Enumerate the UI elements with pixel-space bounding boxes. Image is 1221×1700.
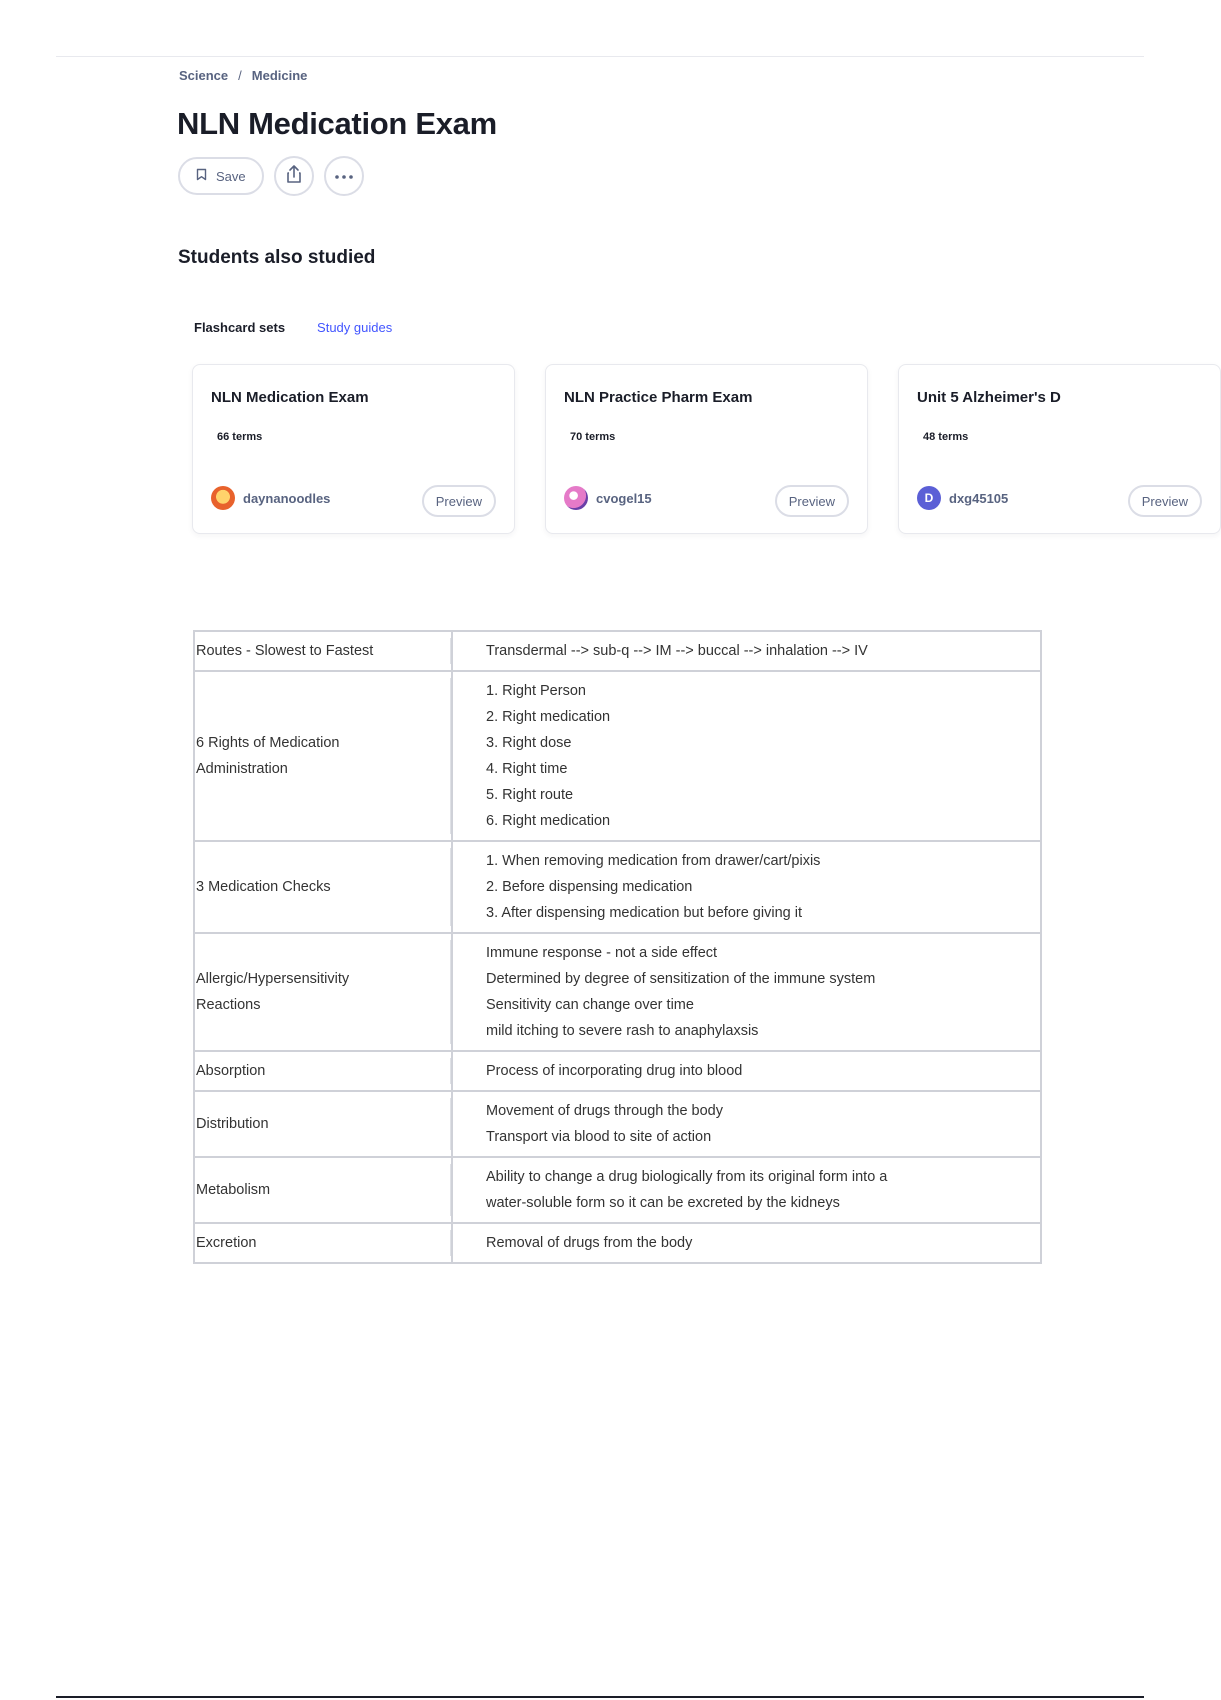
card-author[interactable] [917, 486, 1008, 510]
term-text: 3 Medication Checks [196, 879, 331, 895]
term-row [194, 671, 1041, 841]
definition-line: Transport via blood to site of action [486, 1129, 712, 1145]
definition-line: 4. Right time [486, 761, 568, 777]
definition-line: 3. After dispensing medication but before giving it [486, 905, 802, 921]
card-title: NLN Medication Exam [211, 389, 369, 406]
term-text: Absorption [196, 1063, 266, 1079]
author-name: dxg45105 [949, 490, 1009, 506]
term-text: Allergic/Hypersensitivity Reactions [196, 971, 350, 1013]
breadcrumb-medicine[interactable]: Medicine [251, 68, 308, 83]
term-cell [194, 1091, 452, 1157]
term-row [194, 1223, 1041, 1263]
term-text: Excretion [196, 1235, 257, 1251]
definition-cell [452, 1223, 1041, 1263]
term-cell [194, 631, 452, 671]
definition-line: mild itching to severe rash to anaphylaxsis [486, 1023, 759, 1039]
definition-line: 5. Right route [486, 787, 574, 803]
definition-line: Transdermal --> sub-q --> IM --> buccal --> inhalation --> IV [486, 643, 868, 659]
study-tabs [194, 320, 392, 335]
term-cell [194, 1157, 452, 1223]
bottom-divider [56, 1696, 1144, 1698]
related-sets-carousel [192, 364, 1188, 536]
tab-flashcard-sets[interactable]: Flashcard sets [194, 320, 286, 335]
definition-line: Immune response - not a side effect [486, 945, 718, 961]
definition-line: 2. Right medication [486, 709, 611, 725]
top-divider [56, 56, 1144, 57]
definition-cell [452, 1157, 1041, 1223]
term-row [194, 1051, 1041, 1091]
definition-cell [452, 1051, 1041, 1091]
definition-cell [452, 1091, 1041, 1157]
breadcrumb-science[interactable]: Science [179, 68, 229, 83]
card-author[interactable] [211, 486, 330, 510]
definition-line: 1. When removing medication from drawer/cart/pixis [486, 853, 821, 869]
definition-line: Determined by degree of sensitization of the immune system [486, 971, 876, 987]
definition-line: 6. Right medication [486, 813, 611, 829]
term-cell [194, 841, 452, 933]
share-button[interactable] [274, 156, 314, 196]
card-term-count: 70 terms [570, 431, 616, 443]
breadcrumb [179, 68, 307, 83]
definition-line: 2. Before dispensing medication [486, 879, 693, 895]
share-icon [285, 164, 303, 189]
term-cell [194, 1223, 452, 1263]
related-set-card[interactable] [898, 364, 1221, 534]
term-cell [194, 933, 452, 1051]
definition-line: 3. Right dose [486, 735, 572, 751]
page-title: NLN Medication Exam [177, 106, 497, 141]
definition-line: Sensitivity can change over time [486, 997, 694, 1013]
term-row [194, 1091, 1041, 1157]
definition-cell [452, 671, 1041, 841]
term-text: 6 Rights of Medication Administration [196, 735, 340, 777]
related-set-card[interactable] [192, 364, 515, 534]
definition-line: Removal of drugs from the body [486, 1235, 693, 1251]
term-row [194, 933, 1041, 1051]
term-cell [194, 1051, 452, 1091]
term-text: Routes - Slowest to Fastest [196, 643, 374, 659]
definition-cell [452, 933, 1041, 1051]
card-title: NLN Practice Pharm Exam [564, 389, 753, 406]
term-text: Metabolism [196, 1182, 271, 1198]
author-name: cvogel15 [596, 490, 652, 506]
preview-button[interactable]: Preview [1128, 485, 1202, 517]
avatar [564, 486, 588, 510]
breadcrumb-separator: / [238, 68, 242, 83]
students-also-studied-heading: Students also studied [178, 247, 376, 268]
bookmark-icon [196, 168, 207, 184]
more-options-button[interactable] [324, 156, 364, 196]
definition-line: Ability to change a drug biologically from its original form into a [486, 1169, 888, 1185]
term-text: Distribution [196, 1116, 269, 1132]
avatar: D [917, 486, 941, 510]
term-cell [194, 671, 452, 841]
term-row [194, 841, 1041, 933]
card-term-count: 66 terms [217, 431, 263, 443]
author-name: daynanoodles [243, 490, 331, 506]
term-row [194, 631, 1041, 671]
preview-button[interactable]: Preview [422, 485, 496, 517]
avatar [211, 486, 235, 510]
card-author[interactable] [564, 486, 652, 510]
definition-cell [452, 841, 1041, 933]
definition-line: water-soluble form so it can be excreted by the kidneys [486, 1195, 840, 1211]
card-term-count: 48 terms [923, 431, 969, 443]
save-button[interactable] [178, 157, 264, 195]
term-row [194, 1157, 1041, 1223]
more-horizontal-icon [334, 167, 354, 185]
preview-button[interactable]: Preview [775, 485, 849, 517]
tab-study-guides[interactable]: Study guides [317, 320, 393, 335]
set-actions [178, 156, 364, 196]
save-label: Save [216, 168, 246, 184]
definition-line: Process of incorporating drug into blood [486, 1063, 743, 1079]
related-set-card[interactable] [545, 364, 868, 534]
card-title: Unit 5 Alzheimer's D [917, 389, 1061, 406]
definition-line: 1. Right Person [486, 683, 586, 699]
definition-cell [452, 631, 1041, 671]
terms-table [193, 630, 1042, 1264]
definition-line: Movement of drugs through the body [486, 1103, 723, 1119]
